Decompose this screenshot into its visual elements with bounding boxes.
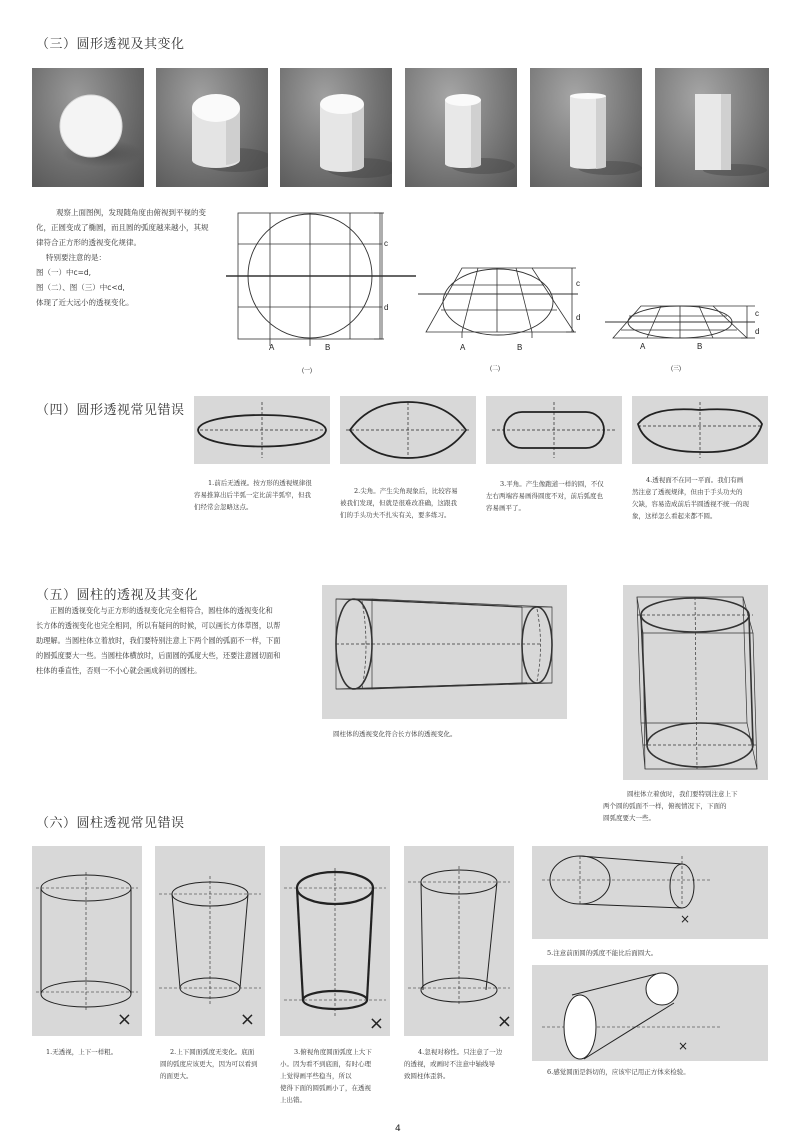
error-cylinder-4 [404, 846, 514, 1036]
caption-line: 左右两端容易画得圆度不对，前后弧度也 [486, 492, 603, 500]
error-cylinder-2 [155, 846, 265, 1036]
s6-caption-5: 5.注意前面圆的弧度不能比后面圆大。 [547, 949, 658, 957]
diagram-circle-front [226, 206, 416, 376]
diagram-circle-perspective-1 [418, 260, 598, 376]
section-4-title: （四）圆形透视常见错误 [36, 403, 185, 418]
caption-line: 2.尖角。产生尖角现象后，比较容易 [354, 487, 458, 495]
s6-caption-1: 1.无透视，上下一样粗。 [46, 1048, 118, 1056]
caption-line: 1.前后无透视。按方形的透视规律很 [208, 479, 312, 487]
caption-line: 使得下面的圆弧画小了，在透视 [280, 1084, 371, 1092]
s3-line7: 体现了近大远小的透视变化。 [36, 298, 134, 307]
section-6-title: （六）圆柱透视常见错误 [36, 816, 185, 831]
label-b: B [697, 342, 703, 351]
label-a: A [460, 343, 466, 352]
caption-line: 两个圆的弧面不一样，俯视情况下，下面的 [603, 802, 727, 810]
label-d: d [576, 313, 581, 322]
caption-line: 4.忽视对称性。只注意了一边 [418, 1048, 503, 1056]
s3-line4: 特别要注意的是： [46, 253, 106, 262]
diagram-circle-perspective-2 [605, 294, 775, 376]
label-c: c [576, 279, 580, 288]
photo-disc [32, 68, 144, 187]
s5-line3: 助理解。当圆柱体立着放时，我们要特别注意上下两个圆的弧面不一样，下面 [36, 636, 281, 645]
s5-line1: 正圆的透视变化与正方形的透视变化完全相符合，圆柱体的透视变化和 [50, 606, 273, 615]
caption-line: 小。因为看不到底面，有时心理 [280, 1060, 371, 1068]
s6-caption-2 [160, 1046, 280, 1082]
fig-3-label: (三) [671, 366, 681, 372]
caption-line: 2.上下圆面弧度无变化。底面 [170, 1048, 255, 1056]
wrong-mark-icon: × [678, 1039, 689, 1053]
caption-line: 们的手头功夫不扎实有关，要多练习。 [340, 511, 451, 519]
page-number: 4 [395, 1124, 401, 1134]
s4-caption-2 [340, 485, 480, 521]
caption-line: 圆弧度要大一些。 [603, 814, 655, 822]
caption-line: 圆的弧度应该更大，因为可以看到 [160, 1060, 258, 1068]
s4-caption-4 [632, 474, 772, 522]
s3-line1: 观察上面图例，发现随角度由俯视到平视的变 [56, 208, 206, 217]
s4-caption-3 [486, 478, 626, 514]
caption-line: 然注意了透视规律，但由于手头功夫的 [632, 488, 743, 496]
s5-caption-horizontal: 圆柱体的透视变化符合长方体的透视变化。 [333, 730, 457, 738]
caption-line: 容易推算出后半弧一定比前半弧窄，但我 [194, 491, 311, 499]
s3-line3: 律符合正方形的透视变化规律。 [36, 238, 141, 247]
wrong-mark-icon: × [368, 1013, 384, 1034]
section-3-text [36, 205, 216, 310]
s5-line5: 柱体的垂直性，否则一不小心就会画成斜切的圆柱。 [36, 666, 202, 675]
s6-caption-4 [404, 1046, 524, 1082]
s5-caption-vertical [603, 788, 773, 824]
caption-line: 象，这样怎么看起来都不圆。 [632, 512, 717, 520]
error-ellipse-1 [194, 396, 330, 464]
caption-line: 3.平角。产生像跑道一样的圆，不仅 [500, 480, 604, 488]
s5-line2: 长方体的透视变化也完全相同，所以有疑问的时候，可以画长方体草图，以帮 [36, 621, 281, 630]
caption-line: 容易画平了。 [486, 504, 525, 512]
label-c: c [384, 239, 388, 248]
error-cylinder-6 [532, 965, 768, 1061]
error-cylinder-5 [532, 846, 768, 939]
wrong-mark-icon: × [116, 1009, 132, 1030]
caption-line: 们经常会忽略这点。 [194, 503, 253, 511]
caption-line: 上觉得画平些稳当，所以 [280, 1072, 352, 1080]
s3-line6: 图（二）、图（三）中c<d, [36, 283, 125, 292]
label-d: d [755, 327, 760, 336]
label-b: B [517, 343, 523, 352]
error-ellipse-3 [486, 396, 622, 464]
label-c: c [755, 309, 759, 318]
caption-line: 的透视，或画时不注意中轴线导 [404, 1060, 495, 1068]
photo-cylinder-1 [156, 68, 268, 187]
caption-line: 致圆柱体歪斜。 [404, 1072, 450, 1080]
horizontal-cylinder-diagram [322, 585, 567, 719]
caption-line: 3.俯视角度圆面弧度上大下 [294, 1048, 372, 1056]
wrong-mark-icon: × [680, 912, 691, 926]
caption-line: 上出错。 [280, 1096, 306, 1104]
photo-cylinder-5 [655, 68, 769, 187]
caption-line: 的面更大。 [160, 1072, 193, 1080]
photo-cylinder-3 [405, 68, 517, 187]
fig-1-label: (一) [302, 368, 312, 374]
fig-2-label: (二) [490, 366, 500, 372]
wrong-mark-icon: × [239, 1009, 255, 1030]
photo-cylinder-2 [280, 68, 392, 187]
caption-line: 被我们发现，但就是很难改准确，这跟我 [340, 499, 457, 507]
s3-line2: 化，正圆变成了椭圆，而且圆的弧度越来越小，其规 [36, 223, 209, 232]
label-b: B [325, 343, 331, 352]
error-cylinder-1 [32, 846, 142, 1036]
label-d: d [384, 303, 389, 312]
s3-line5: 图（一）中c=d, [36, 268, 92, 277]
error-cylinder-3 [280, 846, 390, 1036]
error-ellipse-4 [632, 396, 768, 464]
wrong-mark-icon: × [496, 1011, 512, 1032]
label-a: A [269, 343, 275, 352]
s4-caption-1 [194, 477, 334, 513]
s6-caption-6: 6.感觉圆面是斜切的，应该牢记用正方体来检验。 [547, 1068, 690, 1076]
section-5-text [36, 603, 306, 678]
caption-line: 圆柱体立着放时，我们要特别注意上下 [627, 790, 738, 798]
section-3-title: （三）圆形透视及其变化 [36, 37, 185, 52]
section-5-title: （五）圆柱的透视及其变化 [36, 588, 199, 603]
label-a: A [640, 342, 646, 351]
error-ellipse-2 [340, 396, 476, 464]
vertical-cylinder-diagram [623, 585, 768, 780]
caption-line: 欠缺，容易造成前后半圆透视不统一的现 [632, 500, 749, 508]
caption-line: 4.透视面不在同一平面。我们有画 [646, 476, 744, 484]
s6-caption-3 [280, 1046, 400, 1106]
photo-cylinder-4 [530, 68, 642, 187]
s5-line4: 的圆弧度要大一些。当圆柱体横放时，后面圆的弧度大些，还要注意圆切面和 [36, 651, 281, 660]
